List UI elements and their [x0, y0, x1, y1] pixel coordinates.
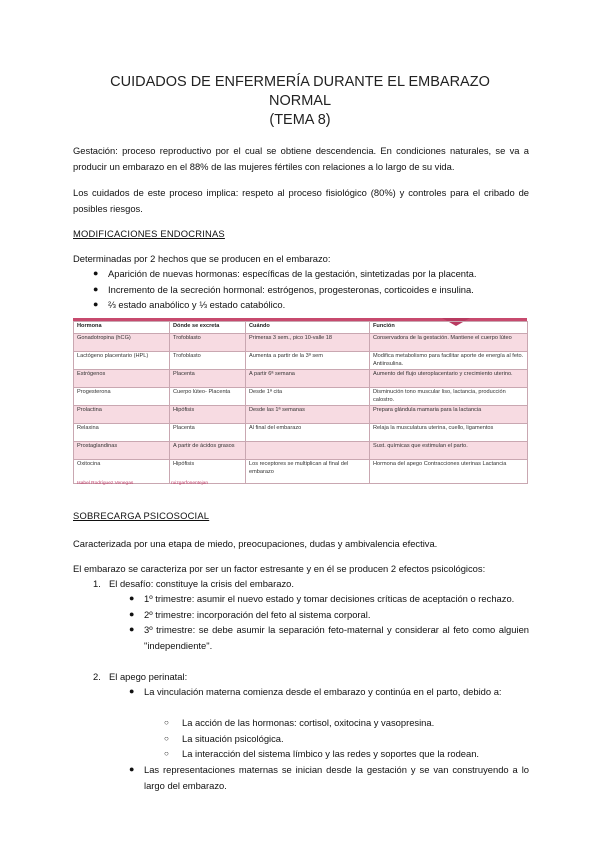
table-row: Oxitocina Hipófisis Los receptores se multiplican al final del embarazo Hormona del apego Contracciones uterinas Lactancia [74, 460, 528, 484]
bullet-icon: ● [93, 283, 99, 294]
bullet-icon: ● [129, 764, 135, 774]
psicosocial-numbered-list-2 [93, 669, 529, 685]
list-item: ● La vinculación materna comienza desde el embarazo y continúa en el parto, debido a: [144, 684, 529, 700]
bullet-icon: ● [93, 268, 99, 278]
table-header-cell: Hormona [74, 322, 170, 334]
table-header-row [74, 322, 528, 334]
apego-sub-list [164, 715, 529, 762]
psicosocial-paragraph-2: El embarazo se caracteriza por ser un factor estresante y en él se producen 2 efectos psicológicos: [73, 563, 486, 574]
table-row: Prostaglandinas A partir de ácidos grasos Sust. químicas que estimulan el parto. [74, 442, 528, 460]
list-item: ● Aparición de nuevas hormonas: específicas de la gestación, sintetizadas por la placenta. [108, 266, 548, 282]
table-row: Estrógenos Placenta A partir 6ª semana Aumento del flujo uteroplacentario y crecimiento uterino. [74, 370, 528, 388]
table-row: Prolactina Hipófisis Desde las 1ª semanas Prepara glándula mamaria para la lactancia [74, 406, 528, 424]
hollow-circle-icon: ○ [164, 749, 169, 759]
list-item: ● 1º trimestre: asumir el nuevo estado y tomar decisiones críticas de aceptación o rechazo. [144, 591, 529, 607]
bullet-icon: ● [129, 608, 135, 619]
list-item: 2. El apego perinatal: [93, 671, 188, 682]
table-row: Gonadotropina (hCG) Trofoblasto Primeras 3 sem., pico 10-valle 18 Conservadora de la gestación. Mantiene el cuerpo lúteo [74, 334, 528, 352]
hormone-table [73, 321, 528, 484]
psicosocial-paragraph-1: Caracterizada por una etapa de miedo, preocupaciones, dudas y ambivalencia efectiva. [73, 538, 438, 549]
list-item: ○ La situación psicológica. [182, 731, 529, 747]
table-header-cell: Dónde se excreta [170, 322, 246, 334]
list-item: ● Incremento de la secreción hormonal: estrógenos, progesteronas, corticoides e insulina. [108, 282, 548, 298]
list-item: ○ La interacción del sistema límbico y las redes y soportes que la rodean. [182, 746, 529, 762]
document-title-line1: CUIDADOS DE ENFERMERÍA DURANTE EL EMBARAZO [110, 74, 490, 90]
document-title-line3: (TEMA 8) [269, 112, 331, 128]
desafio-bullet-list [129, 591, 529, 653]
hollow-circle-icon: ○ [164, 718, 169, 727]
intro-paragraph-gestacion: Gestación: proceso reproductivo por el cual se obtiene descendencia. En condiciones naturales, se va a producir un embarazo en el 88% de las mujeres fértiles con relaciones a lo largo de su vida. [73, 145, 529, 172]
bullet-icon: ● [129, 624, 135, 635]
list-item: ● 3º trimestre: se debe asumir la separación feto-maternal y considerar al feto como alguien "independiente". [129, 624, 529, 651]
table-row: Relaxina Placenta Al final del embarazo Relaja la musculatura uterina, cuello, ligamentos [74, 424, 528, 442]
table-footnote-author: Isabel Rodríguez Venegas [77, 481, 134, 486]
bullet-icon: ● [129, 593, 135, 603]
list-item: ○ La acción de las hormonas: cortisol, oxitocina y vasopresina. [182, 715, 529, 731]
bullet-icon: ● [129, 686, 135, 696]
list-item: ● ⅔ estado anabólico y ⅓ estado catabólico. [108, 297, 548, 313]
apego-bullet-list [129, 684, 529, 700]
list-item: ● Las representaciones maternas se inician desde la gestación y se van construyendo a lo largo del embarazo. [129, 764, 529, 791]
table-header-cell: Cuándo [246, 322, 370, 334]
endocrinas-lead: Determinadas por 2 hechos que se producen en el embarazo: [73, 253, 331, 264]
apego-bullet-list-2 [129, 762, 529, 793]
section-heading-endocrinas: MODIFICACIONES ENDOCRINAS [73, 228, 225, 239]
list-item: 1. El desafío: constituye la crisis del embarazo. [93, 578, 294, 589]
table-footnote-source: ruizgarfonentejan [171, 481, 209, 486]
hollow-circle-icon: ○ [164, 733, 169, 743]
table-row: Progesterona Cuerpo lúteo- Placenta Desde 1ª cita Disminución tono muscular liso, lactancia, producción calostro. [74, 388, 528, 406]
section-heading-psicosocial: SOBRECARGA PSICOSOCIAL [73, 510, 210, 521]
bullet-icon: ● [93, 299, 99, 310]
document-title-line2: NORMAL [268, 93, 332, 109]
list-item: ● 2º trimestre: incorporación del feto al sistema corporal. [144, 607, 529, 623]
psicosocial-numbered-list [93, 576, 529, 592]
intro-paragraph-cuidados: Los cuidados de este proceso implica: respeto al proceso fisiológico (80%) y controles para el cribado de posibles riesgos. [73, 187, 529, 214]
table-row: Lactógeno placentario (HPL) Trofoblasto Aumenta a partir de la 3ª sem Modifica metabolismo para facilitar aporte de energía al feto. Antiinsulina. [74, 352, 528, 370]
endocrinas-bullet-list [93, 266, 548, 313]
table-header-cell: Función [370, 322, 528, 334]
